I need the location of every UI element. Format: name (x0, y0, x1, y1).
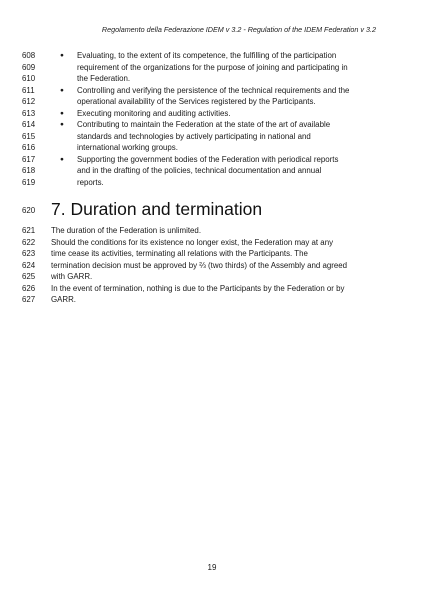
bullet-text-line: Executing monitoring and auditing activities. (77, 108, 231, 118)
bullet-text-line: requirement of the organizations for the purpose of joining and participating in (77, 62, 348, 72)
bullet-text-line: standards and technologies by actively participating in national and (77, 131, 311, 141)
bullet-text-line: the Federation. (77, 74, 131, 83)
bullet-text-line: Contributing to maintain the Federation at the state of the art of available (77, 120, 331, 129)
line-number: 623 (22, 249, 36, 258)
line-number: 610 (22, 74, 36, 83)
paragraph-text-line: Should the conditions for its existence no longer exist, the Federation may at any (51, 237, 334, 247)
line-number: 624 (22, 260, 36, 270)
bullet-icon: ● (60, 155, 64, 163)
paragraph-text-line: GARR. (51, 295, 76, 304)
line-number: 609 (22, 62, 36, 72)
paragraph-text-line: time cease its activities, terminating all relations with the Participants. The (51, 249, 308, 258)
line-number: 613 (22, 108, 36, 118)
line-number: 618 (22, 166, 36, 175)
paragraph-text-line: In the event of termination, nothing is due to the Participants by the Federation or by (51, 283, 345, 293)
line-number: 617 (22, 154, 36, 164)
bullet-icon: ● (60, 52, 64, 59)
page-number: 19 (207, 563, 217, 572)
line-number: 611 (22, 85, 35, 95)
bullet-text-line: Supporting the government bodies of the Federation with periodical reports (77, 154, 339, 164)
line-number: 619 (22, 177, 36, 187)
line-number: 622 (22, 237, 36, 247)
line-number: 612 (22, 97, 36, 106)
bullet-text-line: Evaluating, to the extent of its competence, the fulfilling of the participation (77, 51, 337, 60)
line-number: 625 (22, 272, 36, 281)
bullet-icon: ● (60, 121, 64, 128)
bullet-text-line: reports. (77, 177, 104, 187)
line-number: 626 (22, 283, 36, 293)
bullet-text-line: international working groups. (77, 143, 178, 152)
bullet-text-line: and in the drafting of the policies, technical documentation and annual (77, 166, 322, 175)
paragraph-text-line: with GARR. (51, 272, 93, 281)
section-line-number: 620 (22, 206, 36, 215)
section-heading: 7. Duration and termination (51, 199, 263, 219)
bullet-text-line: Controlling and verifying the persistence of the technical requirements and the (77, 85, 350, 95)
paragraph-text-line: The duration of the Federation is unlimited. (51, 226, 202, 235)
line-number: 608 (22, 51, 36, 60)
line-number: 616 (22, 143, 36, 152)
bullet-text-line: operational availability of the Services registered by the Participants. (77, 97, 316, 106)
running-header: Regolamento della Federazione IDEM v 3.2 - Regulation of the IDEM Federation v 3.2 (101, 25, 376, 34)
bullet-icon: ● (60, 86, 64, 94)
line-number: 615 (22, 131, 36, 141)
paragraph-text-line: termination decision must be approved by ⅔ (two thirds) of the Assembly and agreed (51, 260, 348, 270)
line-number: 627 (22, 295, 36, 304)
line-number: 621 (22, 226, 36, 235)
line-number: 614 (22, 120, 36, 129)
bullet-icon: ● (60, 109, 64, 117)
